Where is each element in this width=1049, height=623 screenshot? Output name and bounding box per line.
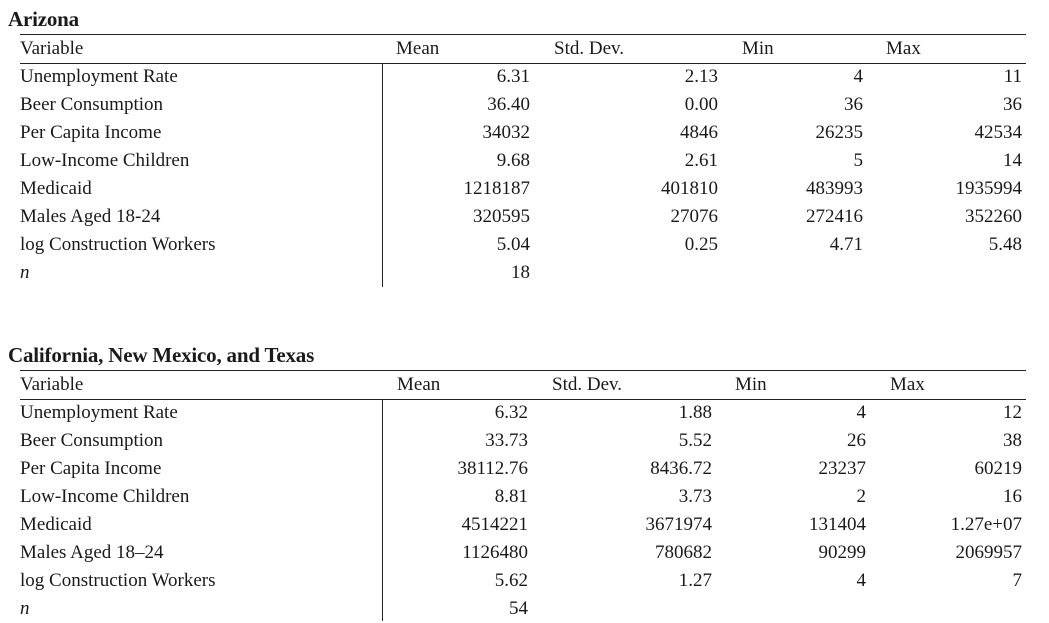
header-min: Min (742, 38, 774, 59)
header-std-dev: Std. Dev. (554, 38, 625, 59)
min-cell: 36 (844, 94, 863, 115)
mean-cell: 5.62 (494, 570, 528, 591)
table-row (20, 455, 1026, 483)
max-cell: 16 (1003, 486, 1022, 507)
max-cell: 1935994 (955, 178, 1022, 199)
mean-cell: 1218187 (463, 178, 530, 199)
variable-cell: Medicaid (20, 178, 92, 199)
std-dev-cell: 0.00 (684, 94, 718, 115)
header-row (20, 371, 1026, 399)
min-cell: 131404 (809, 514, 866, 535)
table-row (20, 539, 1026, 567)
mean-cell: 18 (511, 262, 530, 283)
variable-cell: Medicaid (20, 514, 92, 535)
header-mean: Mean (396, 38, 440, 59)
variable-cell: Low-Income Children (20, 486, 190, 507)
std-dev-cell: 0.25 (684, 234, 718, 255)
std-dev-cell: 8436.72 (650, 458, 712, 479)
std-dev-cell: 401810 (661, 178, 718, 199)
table-row (20, 119, 1026, 147)
variable-cell: Males Aged 18–24 (20, 542, 164, 563)
summary-table-arizona (20, 34, 1026, 289)
mean-cell: 6.31 (496, 66, 530, 87)
header-variable: Variable (20, 38, 84, 59)
max-cell: 2069957 (955, 542, 1022, 563)
std-dev-cell: 2.13 (684, 66, 718, 87)
min-cell: 4.71 (829, 234, 863, 255)
table-title-arizona: Arizona (8, 7, 79, 31)
variable-cell: Males Aged 18-24 (20, 206, 161, 227)
mean-cell: 34032 (482, 122, 530, 143)
max-cell: 7 (1012, 570, 1022, 591)
min-cell: 5 (853, 150, 863, 171)
mean-cell: 9.68 (496, 150, 530, 171)
table-row (20, 567, 1026, 595)
variable-cell: log Construction Workers (20, 570, 216, 591)
variable-cell: n (20, 262, 30, 283)
max-cell: 12 (1003, 402, 1022, 423)
std-dev-cell: 1.88 (678, 402, 712, 423)
variable-cell: Unemployment Rate (20, 402, 178, 423)
variable-cell: n (20, 598, 30, 619)
max-cell: 36 (1003, 94, 1022, 115)
header-row (20, 35, 1026, 63)
min-cell: 483993 (806, 178, 863, 199)
variable-cell: Per Capita Income (20, 458, 162, 479)
std-dev-cell: 27076 (670, 206, 718, 227)
std-dev-cell: 780682 (655, 542, 712, 563)
header-mean: Mean (397, 374, 441, 395)
header-max: Max (886, 38, 921, 59)
header-max: Max (890, 374, 925, 395)
table-row (20, 231, 1026, 259)
max-cell: 38 (1003, 430, 1022, 451)
mean-cell: 36.40 (487, 94, 530, 115)
mean-cell: 5.04 (496, 234, 530, 255)
mean-cell: 54 (509, 598, 528, 619)
std-dev-cell: 4846 (680, 122, 718, 143)
max-cell: 42534 (974, 122, 1022, 143)
max-cell: 14 (1003, 150, 1022, 171)
max-cell: 11 (1003, 66, 1022, 87)
mean-cell: 8.81 (494, 486, 528, 507)
mean-cell: 6.32 (494, 402, 528, 423)
table-row (20, 147, 1026, 175)
table-row (20, 91, 1026, 119)
min-cell: 90299 (818, 542, 866, 563)
max-cell: 352260 (965, 206, 1022, 227)
variable-cell: Per Capita Income (20, 122, 162, 143)
header-std-dev: Std. Dev. (552, 374, 623, 395)
min-cell: 26235 (815, 122, 863, 143)
table-row (20, 511, 1026, 539)
table-row (20, 203, 1026, 231)
min-cell: 4 (856, 570, 866, 591)
mean-cell: 4514221 (461, 514, 528, 535)
mean-cell: 320595 (473, 206, 530, 227)
std-dev-cell: 2.61 (684, 150, 718, 171)
table-row (20, 175, 1026, 203)
variable-cell: Beer Consumption (20, 430, 164, 451)
max-cell: 1.27e+07 (950, 514, 1022, 535)
table-title-ca-nm-tx: California, New Mexico, and Texas (8, 343, 315, 367)
mean-cell: 33.73 (485, 430, 528, 451)
min-cell: 4 (856, 402, 866, 423)
table-row (20, 63, 1026, 91)
table-row (20, 399, 1026, 427)
min-cell: 2 (856, 486, 866, 507)
std-dev-cell: 3.73 (678, 486, 712, 507)
table-row (20, 427, 1026, 455)
header-min: Min (735, 374, 767, 395)
min-cell: 4 (853, 66, 863, 87)
table-row (20, 483, 1026, 511)
header-variable: Variable (20, 374, 84, 395)
min-cell: 23237 (818, 458, 866, 479)
table-row (20, 259, 1026, 287)
std-dev-cell: 3671974 (645, 514, 712, 535)
summary-table-ca-nm-tx (20, 370, 1026, 620)
table-row (20, 595, 1026, 623)
max-cell: 5.48 (988, 234, 1022, 255)
mean-cell: 38112.76 (457, 458, 528, 479)
variable-cell: Beer Consumption (20, 94, 164, 115)
min-cell: 26 (847, 430, 866, 451)
std-dev-cell: 1.27 (678, 570, 712, 591)
variable-cell: Unemployment Rate (20, 66, 178, 87)
max-cell: 60219 (974, 458, 1022, 479)
mean-cell: 1126480 (462, 542, 528, 563)
variable-cell: Low-Income Children (20, 150, 190, 171)
variable-cell: log Construction Workers (20, 234, 216, 255)
min-cell: 272416 (806, 206, 863, 227)
std-dev-cell: 5.52 (678, 430, 712, 451)
